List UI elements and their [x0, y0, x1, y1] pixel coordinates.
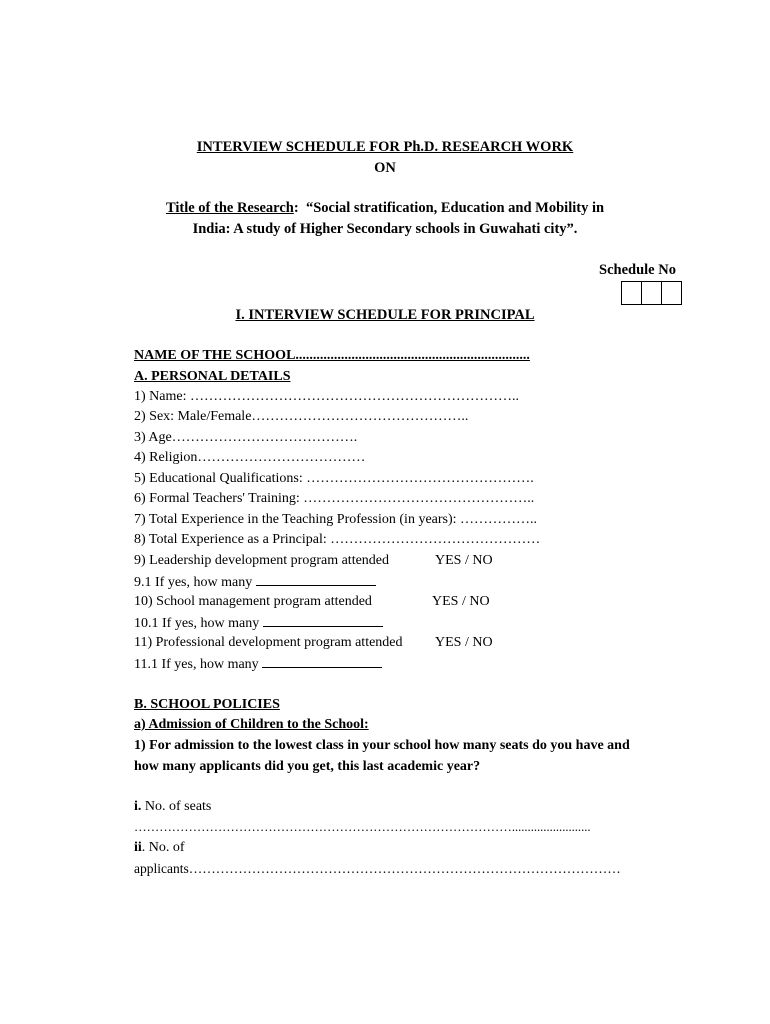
seats-item-text: No. of seats: [141, 799, 212, 814]
program-management-label: 10) School management program attended: [134, 594, 372, 609]
schedule-no-box[interactable]: [641, 281, 662, 305]
applicants-item-label: ii: [134, 840, 142, 855]
research-title-label: Title of the Research: [165, 200, 294, 216]
personal-item-teaching-experience: 7) Total Experience in the Teaching Profession (in years): ……………..: [134, 512, 538, 527]
personal-item-qualifications: 5) Educational Qualifications: ………………………………………….: [134, 471, 534, 486]
personal-details-heading: A. PERSONAL DETAILS: [134, 369, 291, 384]
research-title-line1: [0, 200, 770, 217]
section-heading: I. INTERVIEW SCHEDULE FOR PRINCIPAL: [235, 307, 535, 323]
school-policies-heading: B. SCHOOL POLICIES: [134, 697, 280, 712]
admission-question-line1: 1) For admission to the lowest class in your school how many seats do you have and: [134, 738, 630, 753]
research-title-text-2: India: A study of Higher Secondary schools in Guwahati city”.: [192, 221, 578, 237]
followup-blank[interactable]: [256, 573, 376, 586]
personal-item-principal-experience: 8) Total Experience as a Principal: ………………………………………: [134, 532, 541, 547]
personal-item-sex: 2) Sex: Male/Female………………………………………..: [134, 409, 469, 424]
program-professional-followup: [134, 655, 382, 673]
schedule-no-box[interactable]: [661, 281, 682, 305]
admission-question-line2: how many applicants did you get, this last academic year?: [134, 759, 481, 774]
research-title-text-1: “Social stratification, Education and Mobility in: [305, 200, 605, 216]
program-professional-answer: YES / NO: [435, 635, 493, 650]
program-leadership-label: 9) Leadership development program attended: [134, 553, 390, 568]
program-management-followup: [134, 614, 383, 632]
program-professional-label: 11) Professional development program attended: [134, 635, 403, 650]
applicants-item: [134, 840, 185, 856]
personal-item-age: 3) Age………………………………….: [134, 430, 358, 445]
seats-answer-dots[interactable]: ……………………………………………………………………………….........................: [134, 820, 591, 834]
personal-item-religion: 4) Religion………………………………: [134, 450, 366, 465]
schedule-no-box[interactable]: [621, 281, 642, 305]
research-title-colon: :: [293, 200, 299, 216]
schedule-no-boxes[interactable]: [622, 281, 682, 305]
admission-heading: a) Admission of Children to the School:: [134, 717, 369, 732]
program-leadership-followup: [134, 573, 376, 591]
program-management-answer: YES / NO: [432, 594, 490, 609]
seats-item-label: i.: [134, 799, 142, 814]
program-leadership-answer: YES / NO: [435, 553, 493, 568]
form-title: INTERVIEW SCHEDULE FOR Ph.D. RESEARCH WORK: [196, 139, 574, 155]
followup-label: 10.1 If yes, how many: [134, 616, 260, 631]
applicants-item-text: . No. of: [141, 840, 185, 855]
followup-blank[interactable]: [262, 655, 382, 668]
applicants-answer-dots[interactable]: applicants……………………………………………………………………………………: [134, 861, 621, 876]
form-title-on: ON: [374, 160, 396, 176]
school-name-line: NAME OF THE SCHOOL...................................................................: [134, 348, 530, 363]
personal-item-training: 6) Formal Teachers' Training: …………………………………………..: [134, 491, 535, 506]
followup-blank[interactable]: [263, 614, 383, 627]
personal-item-name: 1) Name: ……………………………………………………………..: [134, 389, 519, 404]
followup-label: 11.1 If yes, how many: [134, 657, 259, 672]
seats-item: [134, 799, 211, 815]
followup-label: 9.1 If yes, how many: [134, 575, 253, 590]
schedule-no-label: Schedule No: [599, 262, 676, 278]
